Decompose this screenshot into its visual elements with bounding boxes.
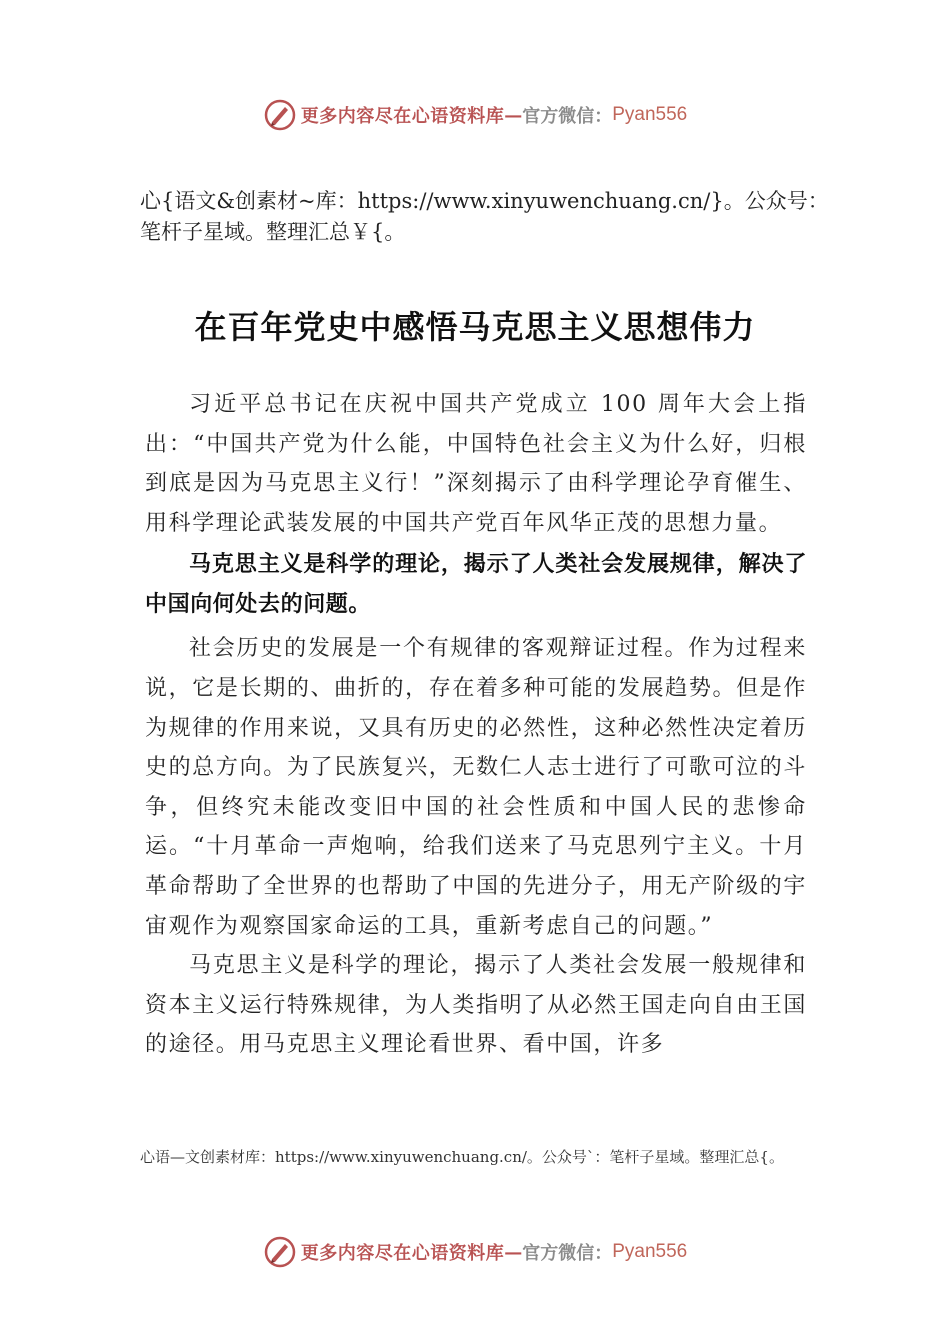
paragraph: 习近平总书记在庆祝中国共产党成立 100 周年大会上指出：“中国共产党为什么能，中国特色社会主义为什么好，归根到底是因为马克思主义行！”深刻揭示了由科学理论孕育催生、用科学理论武装发展的中国共产党百年风华正茂的思想力量。 — [145, 392, 807, 536]
banner-wechat-label: 官方微信： — [522, 106, 613, 127]
pen-logo-icon — [263, 1235, 297, 1269]
footer-note: 心语—文创素材库：https://www.xinyuwenchuang.cn/。公众号`：笔杆子星域。整理汇总{。 — [140, 1148, 784, 1166]
banner-wechat-label: 官方微信： — [522, 1243, 613, 1264]
paragraph: 社会历史的发展是一个有规律的客观辩证过程。作为过程来说，它是长期的、曲折的，存在着多种可能的发展趋势。但是作为规律的作用来说，又具有历史的必然性，这种必然性决定着历史的总方向。为了民族复兴，无数仁人志士进行了可歌可泣的斗争，但终究未能改变旧中国的社会性质和中国人民的悲惨命运。“十月革命一声炮响，给我们送来了马克思列宁主义。十月革命帮助了全世界的也帮助了中国的先进分子，用无产阶级的宇宙观作为观察国家命运的工具，重新考虑自己的问题。” — [145, 636, 807, 939]
banner-dash: — — [504, 104, 523, 126]
pen-logo-icon — [263, 98, 297, 132]
page-title: 在百年党史中感悟马克思主义思想伟力 — [194, 308, 756, 346]
footer-banner — [0, 1232, 950, 1272]
paragraph: 马克思主义是科学的理论，揭示了人类社会发展一般规律和资本主义运行特殊规律，为人类指明了从必然王国走向自由王国的途径。用马克思主义理论看世界、看中国，许多 — [145, 953, 807, 1058]
banner-wechat-id: Pyan556 — [612, 1241, 688, 1262]
banner-text: 更多内容尽在心语资料库 — [300, 1243, 505, 1264]
banner-wechat-id: Pyan556 — [612, 104, 688, 125]
banner-dash: — — [504, 1241, 523, 1263]
banner-text: 更多内容尽在心语资料库 — [300, 106, 505, 127]
header-banner — [0, 95, 950, 135]
article-body — [145, 385, 807, 1065]
source-note: 心{语文&创素材~库：https://www.xinyuwenchuang.cn/}。公众号：笔杆子星域。整理汇总￥{。 — [140, 189, 829, 244]
section-heading: 马克思主义是科学的理论，揭示了人类社会发展规律，解决了中国向何处去的问题。 — [145, 552, 807, 618]
